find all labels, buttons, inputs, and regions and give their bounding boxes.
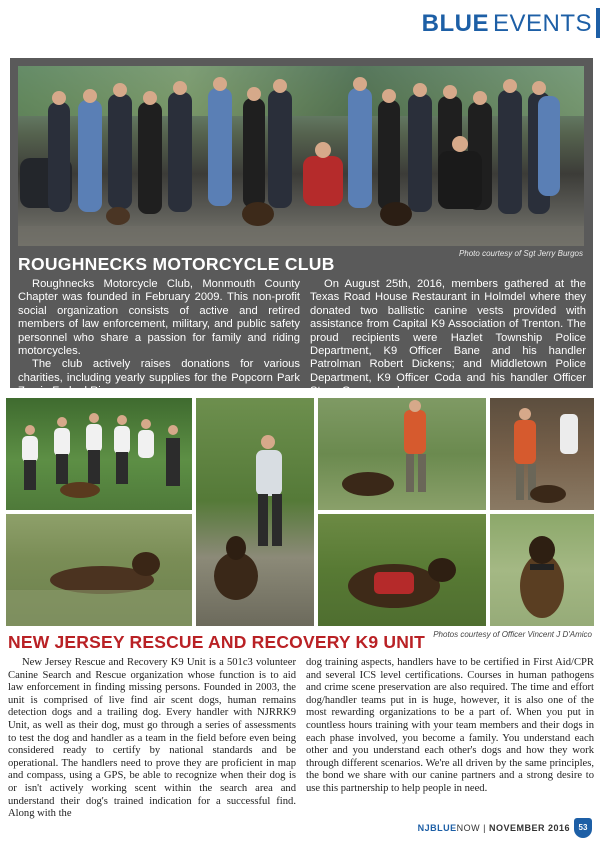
section-header bbox=[422, 10, 592, 38]
k9-photo-trail bbox=[196, 398, 314, 626]
k9-photo-field bbox=[318, 398, 486, 510]
roughnecks-column-1 bbox=[18, 278, 300, 399]
header-blue-word: BLUE bbox=[421, 10, 489, 37]
group-photo-figures bbox=[18, 66, 584, 246]
group-photo bbox=[18, 66, 584, 246]
k9-photo-team bbox=[6, 398, 192, 510]
footer-blue: BLUE bbox=[430, 823, 457, 833]
k9-unit-paragraph-1: New Jersey Rescue and Recovery K9 Unit is a 501c3 volunteer Canine Search and Rescue organization whose function is to aid law enforcement in finding missing persons. Founded in 2003, the unit is comprised of live find air scent dogs, human remains detection dogs and a trailing dog. Every handler with NJRRK9 Unit, as well as their dog, must go through a series of assessments to test the dog and handler as a team in the field before even being considered ready to certify by national standards and be operational. The handlers need to prove they are proficient in map and compass, using a GPS, be able to recognize when their dog is or isn't actively working scent within the search area and understand their dog's trained indication for a successful find. Along with the bbox=[8, 657, 296, 820]
trail-figures bbox=[196, 398, 314, 626]
header-events-word: EVENTS bbox=[492, 10, 592, 37]
k9-photo-sitting bbox=[490, 514, 594, 626]
page-header bbox=[0, 0, 600, 44]
footer-separator: | bbox=[483, 823, 486, 833]
roughnecks-panel bbox=[10, 58, 593, 398]
k9-unit-paragraph-2: dog training aspects, handlers have to be certified in First Aid/CPR and several ICS level certifications. Courses in human pathogens and crime scene preservation are also required. The time and effort dog/handler teams put in is huge, however, it is also one of the most rewarding organizations to be a part of. When you put in countless hours training with your team members and their dogs in each phase involved, you become a family. You understand each other and you understand each other's dogs and how they work through different scenarios. We're all driven by the same principles, the bond we share with our canine partners and a strong desire to use this partnership to help people in need. bbox=[306, 657, 594, 794]
field-figures bbox=[318, 398, 486, 510]
roughnecks-title: ROUGHNECKS MOTORCYCLE CLUB bbox=[18, 254, 335, 274]
page-number-badge: 53 bbox=[574, 818, 592, 838]
sitting-dog bbox=[490, 514, 594, 626]
k9-unit-column-1 bbox=[8, 657, 296, 821]
header-accent-bar bbox=[596, 8, 600, 38]
dog-in-water bbox=[6, 514, 192, 626]
roughnecks-paragraph-1: Roughnecks Motorcycle Club, Monmouth County Chapter was founded in February 2009. This non-profit social organization consists of active and retired members of law enforcement, military, and public safety personnel who share a passion for family and riding motorcycles. bbox=[18, 278, 300, 358]
roughnecks-paragraph-3: On August 25th, 2016, members gathered at the Texas Road House Restaurant in Holmdel where they donated two ballistic canine vests provided with assistance from Capital K9 Association of Trenton. The proud recipients were Hazlet Township Police Department, K9 Officer Bane and his handler Patrolman Robert Dickens; and Middletown Police Department, K9 Officer Coda and his handler Officer Steve Greenwood. bbox=[310, 278, 586, 398]
photo-credit-damico: Photos courtesy of Officer Vincent J D'Amico bbox=[433, 630, 592, 639]
shed-figures bbox=[490, 398, 594, 510]
k9-team-figures bbox=[6, 398, 192, 510]
footer-issue: NOVEMBER 2016 bbox=[488, 823, 570, 833]
photo-credit-roughnecks: Photo courtesy of Sgt Jerry Burgos bbox=[458, 249, 583, 258]
roughnecks-column-2 bbox=[310, 278, 586, 399]
footer-now: NOW bbox=[456, 823, 481, 833]
page-footer bbox=[418, 823, 570, 833]
k9-photo-shed bbox=[490, 398, 594, 510]
roughnecks-paragraph-2: The club actively raises donations for various charities, including yearly supplies for the Popcorn Park Zoo in Forked River. bbox=[18, 358, 300, 398]
dog-in-vest bbox=[318, 514, 486, 626]
k9-unit-title: NEW JERSEY RESCUE AND RECOVERY K9 UNIT bbox=[8, 632, 425, 652]
k9-photo-water bbox=[6, 514, 192, 626]
k9-unit-column-2 bbox=[306, 657, 594, 796]
footer-nj: NJ bbox=[417, 823, 431, 833]
k9-photo-vest bbox=[318, 514, 486, 626]
